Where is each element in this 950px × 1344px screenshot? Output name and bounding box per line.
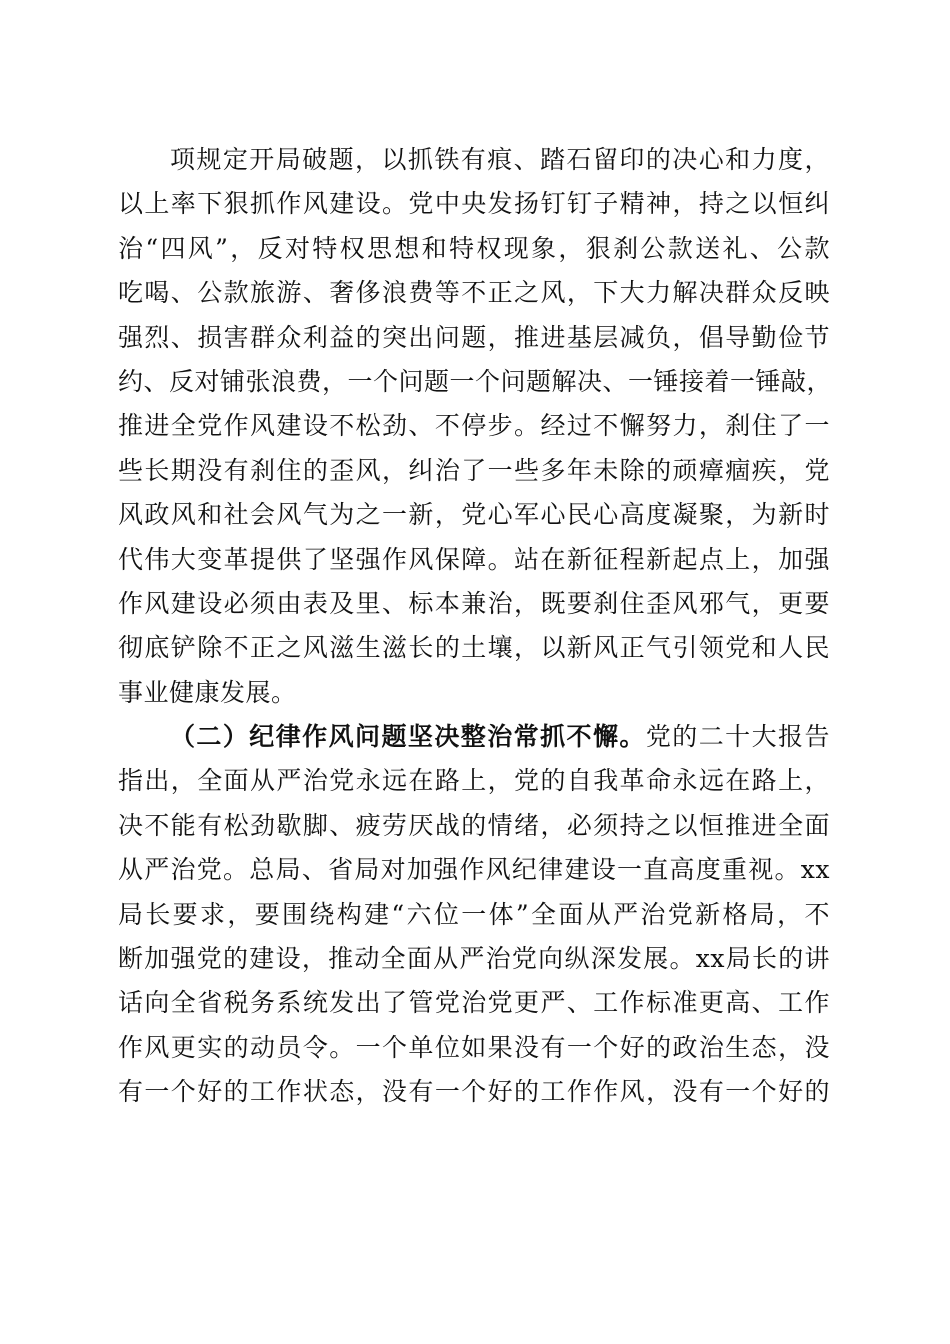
paragraph-1-line: 代伟大变革提供了坚强作风保障。站在新征程新起点上，加强 [118, 544, 830, 574]
paragraph-2-line: 局长要求，要围绕构建“六位一体”全面从严治党新格局，不 [118, 899, 830, 929]
paragraph-1-line: 治“四风”，反对特权思想和特权现象，狠刹公款送礼、公款 [118, 233, 830, 263]
section-heading: （二）纪律作风问题坚决整治常抓不懈。 [170, 722, 646, 752]
paragraph-1-line: 吃喝、公款旅游、奢侈浪费等不正之风，下大力解决群众反映 [118, 278, 830, 308]
paragraph-1-line: 强烈、损害群众利益的突出问题，推进基层减负，倡导勤俭节 [118, 322, 830, 352]
paragraph-2-line: 话向全省税务系统发出了管党治党更严、工作标准更高、工作 [118, 988, 830, 1018]
paragraph-2-line: 从严治党。总局、省局对加强作风纪律建设一直高度重视。xx [118, 855, 830, 885]
paragraph-2-line: 有一个好的工作状态，没有一个好的工作作风，没有一个好的 [118, 1077, 830, 1107]
document-body [118, 138, 833, 1115]
paragraph-1-line: 彻底铲除不正之风滋生滋长的土壤，以新风正气引领党和人民 [118, 633, 830, 663]
paragraph-1-line: 事业健康发展。 [118, 677, 297, 707]
paragraph-1-line: 以上率下狠抓作风建设。党中央发扬钉钉子精神，持之以恒纠 [118, 189, 830, 219]
paragraph-1-line: 风政风和社会风气为之一新，党心军心民心高度凝聚，为新时 [118, 500, 830, 530]
paragraph-1-line: 推进全党作风建设不松劲、不停步。经过不懈努力，刹住了一 [118, 411, 830, 441]
paragraph-1-line: 作风建设必须由表及里、标本兼治，既要刹住歪风邪气，更要 [118, 588, 830, 618]
paragraph-2-first-line-text: 党的二十大报告 [645, 722, 830, 752]
paragraph-1-line: 项规定开局破题，以抓铁有痕、踏石留印的决心和力度， [170, 145, 830, 174]
paragraph-1-line: 约、反对铺张浪费，一个问题一个问题解决、一锤接着一锤敲， [118, 366, 833, 396]
paragraph-2-line: 指出，全面从严治党永远在路上，党的自我革命永远在路上， [118, 766, 830, 796]
paragraph-2-line: 断加强党的建设，推动全面从严治党向纵深发展。xx局长的讲 [118, 944, 830, 974]
paragraph-1-line: 些长期没有刹住的歪风，纠治了一些多年未除的顽瘴痼疾，党 [118, 455, 830, 485]
paragraph-2-first-line [118, 715, 830, 759]
paragraph-2-line: 决不能有松劲歇脚、疲劳厌战的情绪，必须持之以恒推进全面 [118, 810, 830, 840]
paragraph-2-line: 作风更实的动员令。一个单位如果没有一个好的政治生态，没 [118, 1032, 830, 1062]
